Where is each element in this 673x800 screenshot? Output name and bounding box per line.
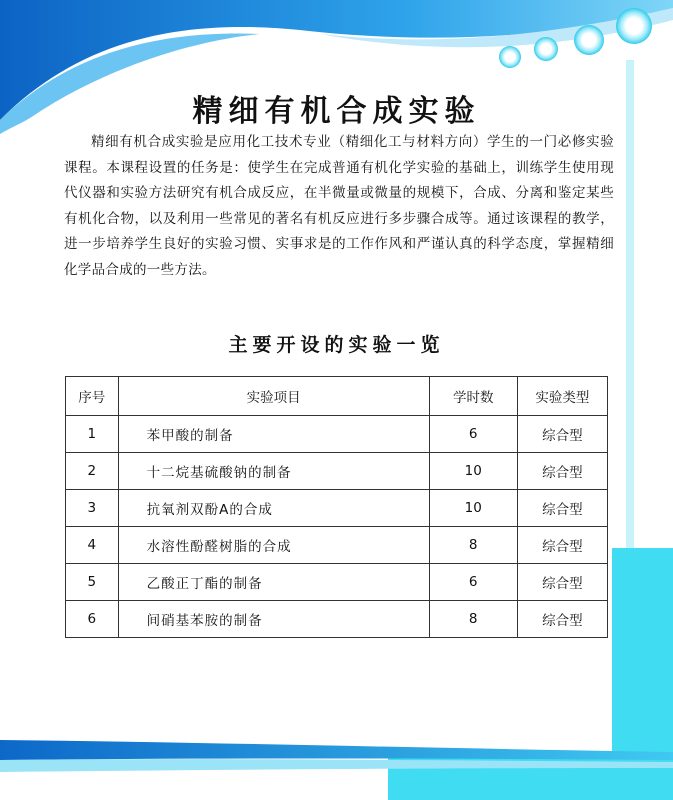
header-type: 实验类型 [517, 377, 607, 416]
bottom-wave [0, 740, 673, 760]
row-hours: 8 [429, 601, 517, 638]
row-name: 苯甲酸的制备 [118, 416, 429, 453]
table-row [66, 416, 608, 453]
bubble-3 [574, 25, 604, 55]
row-name: 乙酸正丁酯的制备 [118, 564, 429, 601]
row-type: 综合型 [517, 416, 607, 453]
row-no: 3 [66, 490, 119, 527]
table-row [66, 564, 608, 601]
header-no: 序号 [66, 377, 119, 416]
table-row [66, 527, 608, 564]
row-name: 间硝基苯胺的制备 [118, 601, 429, 638]
row-no: 6 [66, 601, 119, 638]
row-hours: 8 [429, 527, 517, 564]
row-hours: 10 [429, 490, 517, 527]
row-no: 5 [66, 564, 119, 601]
table-header-row [66, 377, 608, 416]
row-hours: 6 [429, 416, 517, 453]
row-no: 4 [66, 527, 119, 564]
row-no: 1 [66, 416, 119, 453]
row-type: 综合型 [517, 527, 607, 564]
table-title: 主要开设的实验一览 [228, 334, 445, 356]
bubble-4 [616, 8, 652, 44]
intro-paragraph: 精细有机合成实验是应用化工技术专业（精细化工与材料方向）学生的一门必修实验课程。本课程设置的任务是：使学生在完成普通有机化学实验的基础上，训练学生使用现代仪器和实验方法研究有机合成反应，在半微量或微量的规模下，合成、分离和鉴定某些有机化合物，以及利用一些常见的著名有机反应进行多步骤合成等。通过该课程的教学，进一步培养学生良好的实验习惯、实事求是的工作作风和严谨认真的科学态度，掌握精细化学品合成的一些方法。 [64, 134, 614, 278]
table-row [66, 453, 608, 490]
row-type: 综合型 [517, 490, 607, 527]
row-name: 水溶性酚醛树脂的合成 [118, 527, 429, 564]
bubble-2 [534, 37, 558, 61]
row-hours: 6 [429, 564, 517, 601]
bubble-1 [499, 46, 521, 68]
table-row [66, 490, 608, 527]
row-name: 抗氧剂双酚A的合成 [118, 490, 429, 527]
row-type: 综合型 [517, 564, 607, 601]
row-name: 十二烷基硫酸钠的制备 [118, 453, 429, 490]
header-name: 实验项目 [118, 377, 429, 416]
row-no: 2 [66, 453, 119, 490]
row-type: 综合型 [517, 601, 607, 638]
experiment-table [65, 376, 608, 638]
row-type: 综合型 [517, 453, 607, 490]
table-row [66, 601, 608, 638]
row-hours: 10 [429, 453, 517, 490]
page-title: 精细有机合成实验 [192, 94, 481, 129]
header-hours: 学时数 [429, 377, 517, 416]
